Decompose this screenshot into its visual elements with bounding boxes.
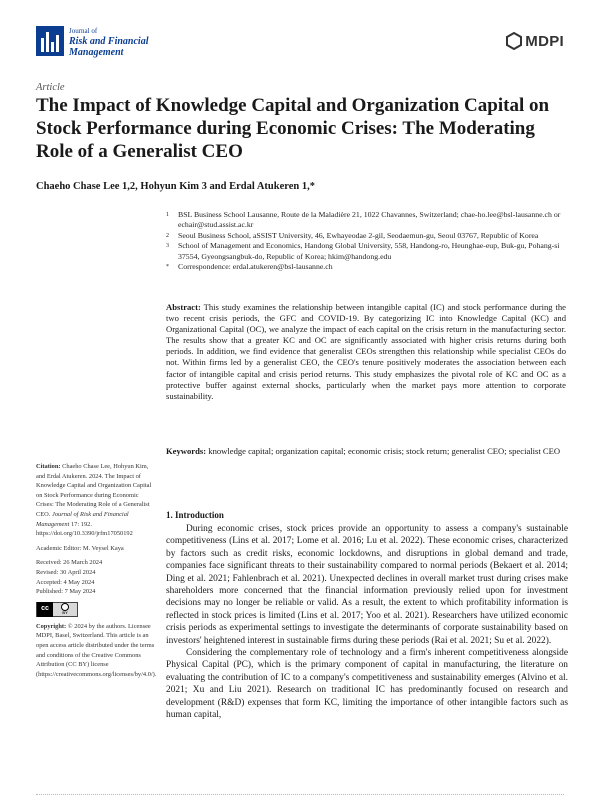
affiliations xyxy=(166,210,566,272)
journal-logo[interactable] xyxy=(36,26,148,58)
abstract-label: Abstract: xyxy=(166,302,201,312)
correspondence xyxy=(166,262,566,272)
article-title: The Impact of Knowledge Capital and Organization Capital on Stock Performance during Economic Crises: The Moderating Role of a Generalist CEO xyxy=(36,95,550,162)
paragraph: Considering the complementary role of technology and a firm's inherent competitiveness alongside Physical Capital (PC), which is the primary component of capital in manufacturing, the literature on evaluating the contribution of IC to a company's competitiveness and sustainability emerges (Alvino et al. 2021; Xu and Liu 2021). Research on traditional IC has predominantly focused on research and development (R&D) expenses that form KC, limiting the importance of other intangible factors such as human capital, xyxy=(166,648,568,721)
by-label: BY xyxy=(62,610,68,616)
affiliation-number: 2 xyxy=(166,232,169,239)
citation-text: Chaeho Chase Lee, Hohyun Kim, and Erdal Atukeren. 2024. The Impact of Knowledge Capital and Organization Capital on Stock Performance during Economic Crises: The Moderating Role of a Generalist CEO. xyxy=(36,463,152,518)
author-list[interactable]: Chaeho Chase Lee 1,2, Hohyun Kim 3 and Erdal Atukeren 1,* xyxy=(36,181,315,192)
citation-ref[interactable]: 17: 192. https://doi.org/10.3390/jrfm17050192 xyxy=(36,520,133,538)
mdpi-hexagon-icon xyxy=(506,32,522,50)
cc-by-license-icon[interactable] xyxy=(36,602,78,617)
keywords xyxy=(166,446,566,457)
affiliation-item xyxy=(166,231,566,241)
page-header xyxy=(36,26,564,66)
citation-journal: Journal of Risk and Financial Management xyxy=(36,510,129,528)
affiliation-item xyxy=(166,210,566,231)
copyright-block xyxy=(36,622,156,680)
accepted-date: Accepted: 4 May 2024 xyxy=(36,578,95,586)
affiliation-number: 1 xyxy=(166,212,169,218)
footer-divider xyxy=(36,794,564,796)
affiliation-text: BSL Business School Lausanne, Route de la Maladière 21, 1022 Chavannes, Switzerland; chae-ho.lee@bsl-lausanne.ch or echair@stud.assist.ac.kr xyxy=(178,210,561,230)
section-heading-introduction: 1. Introduction xyxy=(166,510,224,520)
affiliation-number: 3 xyxy=(166,243,169,250)
dates-block xyxy=(36,558,156,596)
by-icon xyxy=(53,603,77,615)
article-type: Article xyxy=(36,82,65,93)
journal-name-line1: Journal of xyxy=(69,27,98,35)
revised-date: Revised: 30 April 2024 xyxy=(36,568,96,576)
copyright-text: © 2024 by the authors. Licensee MDPI, Basel, Switzerland. This article is an open access article distributed under the terms and conditions of the Creative Commons Attribution (CC BY) license (https://creativecommons.org/licenses/by/4.0/). xyxy=(36,622,157,678)
abstract xyxy=(166,302,566,402)
article-sidebar xyxy=(36,462,156,684)
cc-icon: cc xyxy=(37,602,53,617)
correspondence-marker: * xyxy=(166,264,169,271)
citation-label: Citation: xyxy=(36,463,61,470)
journal-name-line3: Management xyxy=(69,47,124,58)
copyright-label: Copyright: xyxy=(36,622,67,630)
journal-name xyxy=(69,26,148,58)
paragraph: During economic crises, stock prices provide an opportunity to assess a company's sustainable competitiveness (Lins et al. 2017; Lome et al. 2016; Lu et al. 2022). These economic crises, characterized by factors such as credit risks, economic lockdowns, and disruptions in global demand and trade, companies face significant threats to their sustainability compared to normal periods (Bekaert et al. 2014; Ding et al. 2021; Fahlenbrach et al. 2021). Unexpected declines in overall market trust during crises make shareholders more concerned that the financial information previously relied upon for investment decisions may no longer be reliable or valid. As a result, the extent to which profitability information is reflected in stock prices is limited (Lins et al. 2017; Yoo et al. 2021). Researchers have utilized economic crisis periods as experimental settings to investigate the determinants of corporate sustainability based on investors' heightened interest in sustainable firms during these periods (Rai et al. 2021; Su et al. 2022). xyxy=(166,524,568,646)
correspondence-text: Correspondence: erdal.atukeren@bsl-lausanne.ch xyxy=(178,262,333,272)
citation-block xyxy=(36,462,156,539)
affiliation-text: School of Management and Economics, Handong Global University, 558, Handong-ro, Heunghae-eup, Buk-gu, Pohang-si 37554, Gyeongsangbuk-do, Republic of Korea; hkim@handong.edu xyxy=(178,241,560,261)
publisher-name: MDPI xyxy=(525,32,564,50)
journal-name-line2: Risk and Financial xyxy=(69,36,149,47)
journal-logo-icon xyxy=(36,26,64,56)
keywords-label: Keywords: xyxy=(166,446,207,456)
published-date: Published: 7 May 2024 xyxy=(36,588,96,596)
abstract-text: This study examines the relationship between intangible capital (IC) and stock performance during the two recent crisis periods, the GFC and COVID-19. By categorizing IC into Knowledge Capital (KC) and Organizational Capital (OC), we analyze the impact of each capital on the crisis return in the manufacturing sector. The results show that a greater KC and OC are significantly associated with higher crisis returns during both periods. In addition, we find evidence that generalist CEOs strengthen this relationship while specialist CEOs do not. Within firms led by a generalist CEO, the CEO's tenure positively moderates the association between each factor of intangible capital and crisis period returns. This study emphasizes the pivotal role of KC and OC as a protective buffer against external shocks, particularly when the market pays more attention to corporate sustainability. xyxy=(166,302,566,401)
received-date: Received: 26 March 2024 xyxy=(36,559,103,567)
affiliation-text: Seoul Business School, aSSIST University, 46, Ewhayeodae 2-gil, Seodaemun-gu, Seoul 03767, Republic of Korea xyxy=(178,230,539,240)
keywords-text: knowledge capital; organization capital; economic crisis; stock return; generalist CEO; specialist CEO xyxy=(208,446,561,456)
publisher-logo[interactable] xyxy=(506,32,564,50)
affiliation-item xyxy=(166,241,566,262)
academic-editor: Academic Editor: M. Veysel Kaya xyxy=(36,544,124,552)
introduction-body xyxy=(166,523,568,722)
